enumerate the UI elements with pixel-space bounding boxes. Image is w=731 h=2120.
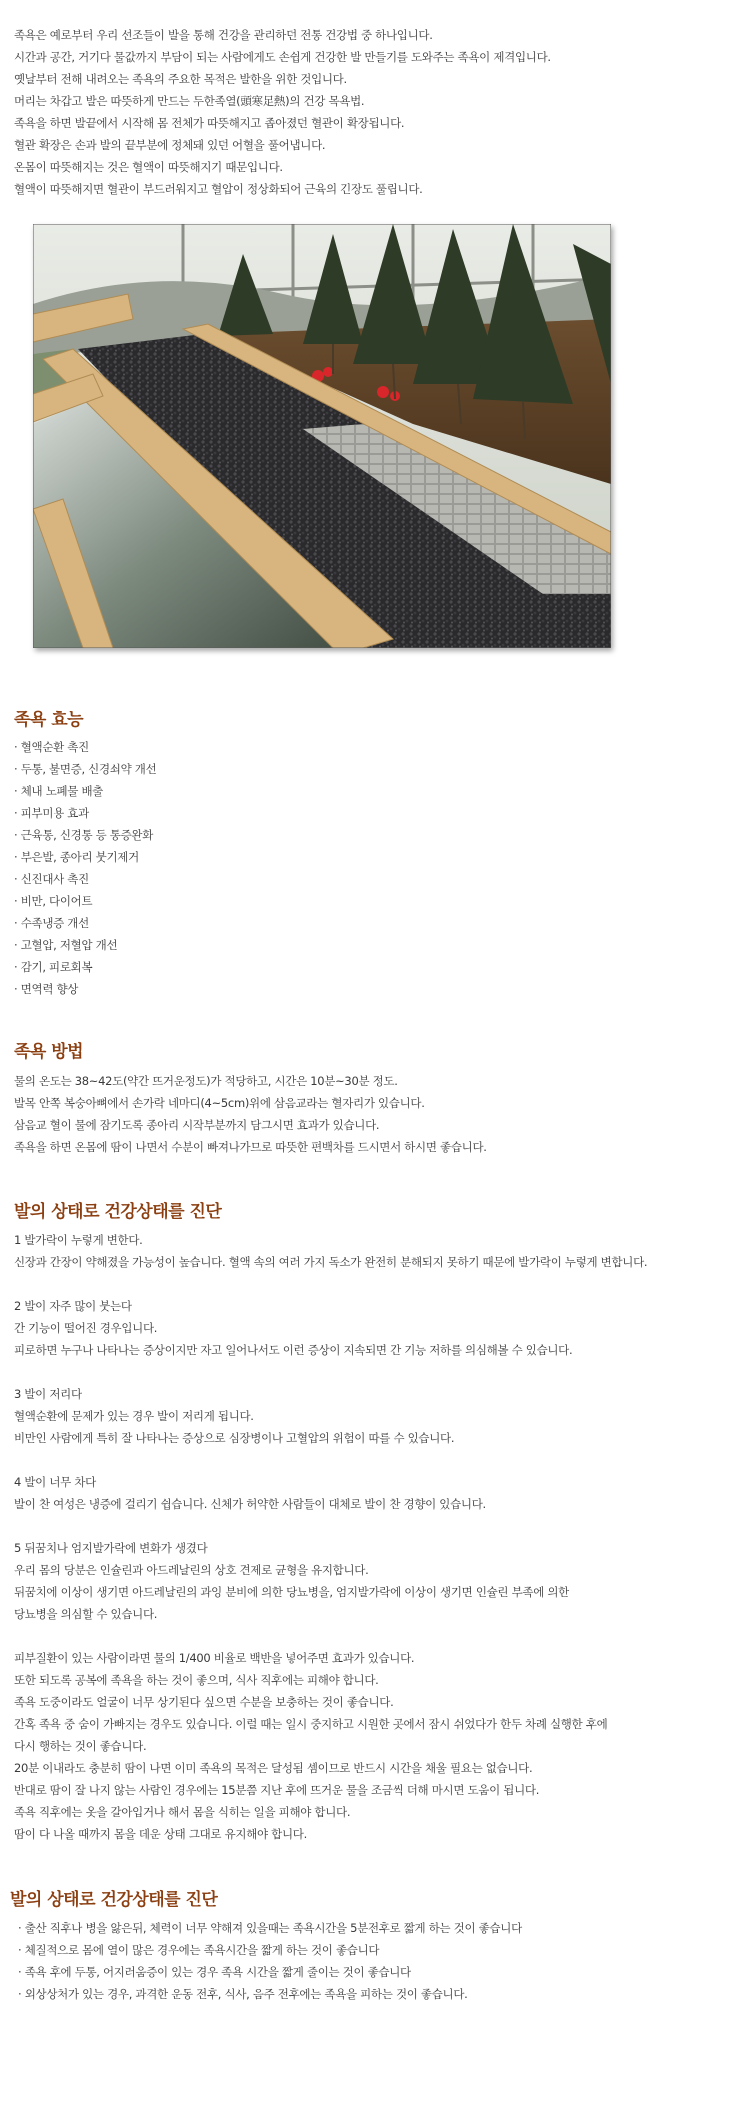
diagnosis-title: 2 발이 자주 많이 붓는다: [14, 1299, 132, 1313]
tips-line: 또한 되도록 공복에 족욕을 하는 것이 좋으며, 식사 직후에는 피해야 합니다.: [14, 1673, 379, 1687]
diagnosis-title: 4 발이 너무 차다: [14, 1475, 96, 1489]
method-text: [14, 1070, 487, 1158]
tips-line: 족욕 도중이라도 얼굴이 너무 상기된다 싶으면 수분을 보충하는 것이 좋습니다.: [14, 1695, 394, 1709]
method-line: 발목 안쪽 복숭아뼈에서 손가락 네마디(4~5cm)위에 삼음교라는 혈자리가 있습니다.: [14, 1096, 425, 1110]
effect-item: · 근육통, 신경통 등 통증완화: [14, 824, 156, 846]
diagnosis-title: 3 발이 저리다: [14, 1387, 82, 1401]
tips-line: 20분 이내라도 충분히 땀이 나면 이미 족욕의 목적은 달성됨 셈이므로 반드시 시간을 채울 필요는 없습니다.: [14, 1761, 533, 1775]
intro-line: 시간과 공간, 거기다 물값까지 부담이 되는 사람에게도 손쉽게 건강한 발 만들기를 도와주는 족욕이 제격입니다.: [14, 50, 551, 64]
effect-item: · 면역력 향상: [14, 978, 156, 1000]
effect-item: · 체내 노폐물 배출: [14, 780, 156, 802]
method-line: 족욕을 하면 온몸에 땀이 나면서 수분이 빠져나가므로 따뜻한 편백차를 드시면서 하시면 좋습니다.: [14, 1140, 487, 1154]
caution-item: · 출산 직후나 병을 앓은뒤, 체력이 너무 약해져 있을때는 족욕시간을 5분전후로 짧게 하는 것이 좋습니다: [18, 1917, 522, 1939]
tips-line: 다시 행하는 것이 좋습니다.: [14, 1739, 147, 1753]
method-line: 물의 온도는 38~42도(약간 뜨거운정도)가 적당하고, 시간은 10분~30분 정도.: [14, 1074, 398, 1088]
diagnosis-heading: 발의 상태로 건강상태를 진단: [14, 1202, 222, 1222]
diagnosis-line: 뒤꿈치에 이상이 생기면 아드레날린의 과잉 분비에 의한 당뇨병을, 엄지발가락에 이상이 생기면 인슐린 부족에 의한: [14, 1585, 569, 1599]
diagnosis-line: 우리 몸의 당분은 인슐린과 아드레날린의 상호 견제로 균형을 유지합니다.: [14, 1563, 369, 1577]
diagnosis-line: 당뇨병을 의심할 수 있습니다.: [14, 1607, 158, 1621]
tips-line: 반대로 땀이 잘 나지 않는 사람인 경우에는 15분쯤 지난 후에 뜨거운 물을 조금씩 더해 마시면 도움이 됩니다.: [14, 1783, 540, 1797]
effect-item: · 비만, 다이어트: [14, 890, 156, 912]
intro-line: 족욕은 예로부터 우리 선조들이 발을 통해 건강을 관리하던 전통 건강법 중 하나입니다.: [14, 28, 433, 42]
effects-heading: 족욕 효능: [14, 710, 84, 730]
tips-line: 간혹 족욕 중 숨이 가빠지는 경우도 있습니다. 이럴 때는 일시 중지하고 시원한 곳에서 잠시 쉬었다가 한두 차례 실행한 후에: [14, 1717, 608, 1731]
diagnosis-title: 1 발가락이 누렇게 변한다.: [14, 1233, 143, 1247]
intro-line: 머리는 차갑고 발은 따뜻하게 만드는 두한족열(頭寒足熱)의 건강 목욕법.: [14, 94, 365, 108]
intro-line: 혈액이 따뜻해지면 혈관이 부드러워지고 혈압이 정상화되어 근육의 긴장도 풀립니다.: [14, 182, 423, 196]
diagnosis-title: 5 뒤꿈치나 엄지발가락에 변화가 생겼다: [14, 1541, 208, 1555]
diagnosis-line: 발이 찬 여성은 냉증에 걸리기 쉽습니다. 신체가 허약한 사람들이 대체로 발이 찬 경향이 있습니다.: [14, 1497, 486, 1511]
tips-line: 피부질환이 있는 사람이라면 물의 1/400 비율로 백반을 넣어주면 효과가 있습니다.: [14, 1651, 415, 1665]
cautions-list: [18, 1917, 522, 2005]
intro-line: 혈관 확장은 손과 발의 끝부분에 정체돼 있던 어혈을 풀어냅니다.: [14, 138, 326, 152]
tips-line: 땀이 다 나올 때까지 몸을 데운 상태 그대로 유지해야 합니다.: [14, 1827, 307, 1841]
effect-item: · 혈액순환 촉진: [14, 736, 156, 758]
effect-item: · 피부미용 효과: [14, 802, 156, 824]
diagnosis-line: 간 기능이 떨어진 경우입니다.: [14, 1321, 158, 1335]
caution-item: · 족욕 후에 두통, 어지러움증이 있는 경우 족욕 시간을 짧게 줄이는 것이 좋습니다: [18, 1961, 522, 1983]
effect-item: · 고혈압, 저혈압 개선: [14, 934, 156, 956]
intro-line: 옛날부터 전해 내려오는 족욕의 주요한 목적은 발한을 위한 것입니다.: [14, 72, 347, 86]
caution-item: · 외상상처가 있는 경우, 과격한 운동 전후, 식사, 음주 전후에는 족욕을 피하는 것이 좋습니다.: [18, 1983, 522, 2005]
method-heading: 족욕 방법: [14, 1042, 84, 1062]
diagnosis-line: 신장과 간장이 약해졌을 가능성이 높습니다. 혈액 속의 여러 가지 독소가 완전히 분해되지 못하기 때문에 발가락이 누렇게 변합니다.: [14, 1255, 648, 1269]
caution-item: · 체질적으로 몸에 열이 많은 경우에는 족욕시간을 짧게 하는 것이 좋습니다: [18, 1939, 522, 1961]
effect-item: · 감기, 피로회복: [14, 956, 156, 978]
effect-item: · 신진대사 촉진: [14, 868, 156, 890]
intro-line: 족욕을 하면 발끝에서 시작해 몸 전체가 따뜻해지고 좁아졌던 혈관이 확장됩니다.: [14, 116, 405, 130]
cautions-heading: 발의 상태로 건강상태를 진단: [10, 1890, 218, 1910]
diagnosis-text: [14, 1229, 647, 1845]
diagnosis-line: 피로하면 누구나 나타나는 증상이지만 자고 일어나서도 이런 증상이 지속되면 간 기능 저하를 의심해볼 수 있습니다.: [14, 1343, 573, 1357]
intro-line: 온몸이 따뜻해지는 것은 혈액이 따뜻해지기 때문입니다.: [14, 160, 283, 174]
diagnosis-line: 혈액순환에 문제가 있는 경우 발이 저리게 됩니다.: [14, 1409, 254, 1423]
effect-item: · 두통, 불면증, 신경쇠약 개선: [14, 758, 156, 780]
diagnosis-line: 비만인 사람에게 특히 잘 나타나는 증상으로 심장병이나 고혈압의 위험이 따를 수 있습니다.: [14, 1431, 455, 1445]
intro-text: [14, 24, 551, 200]
footbath-photo: [33, 224, 611, 648]
method-line: 삼음교 혈이 물에 잠기도록 종아리 시작부분까지 담그시면 효과가 있습니다.: [14, 1118, 380, 1132]
effect-item: · 부은발, 종아리 붓기제거: [14, 846, 156, 868]
effects-list: [14, 736, 156, 1000]
tips-line: 족욕 직후에는 옷을 갈아입거나 해서 몸을 식히는 일을 피해야 합니다.: [14, 1805, 351, 1819]
effect-item: · 수족냉증 개선: [14, 912, 156, 934]
